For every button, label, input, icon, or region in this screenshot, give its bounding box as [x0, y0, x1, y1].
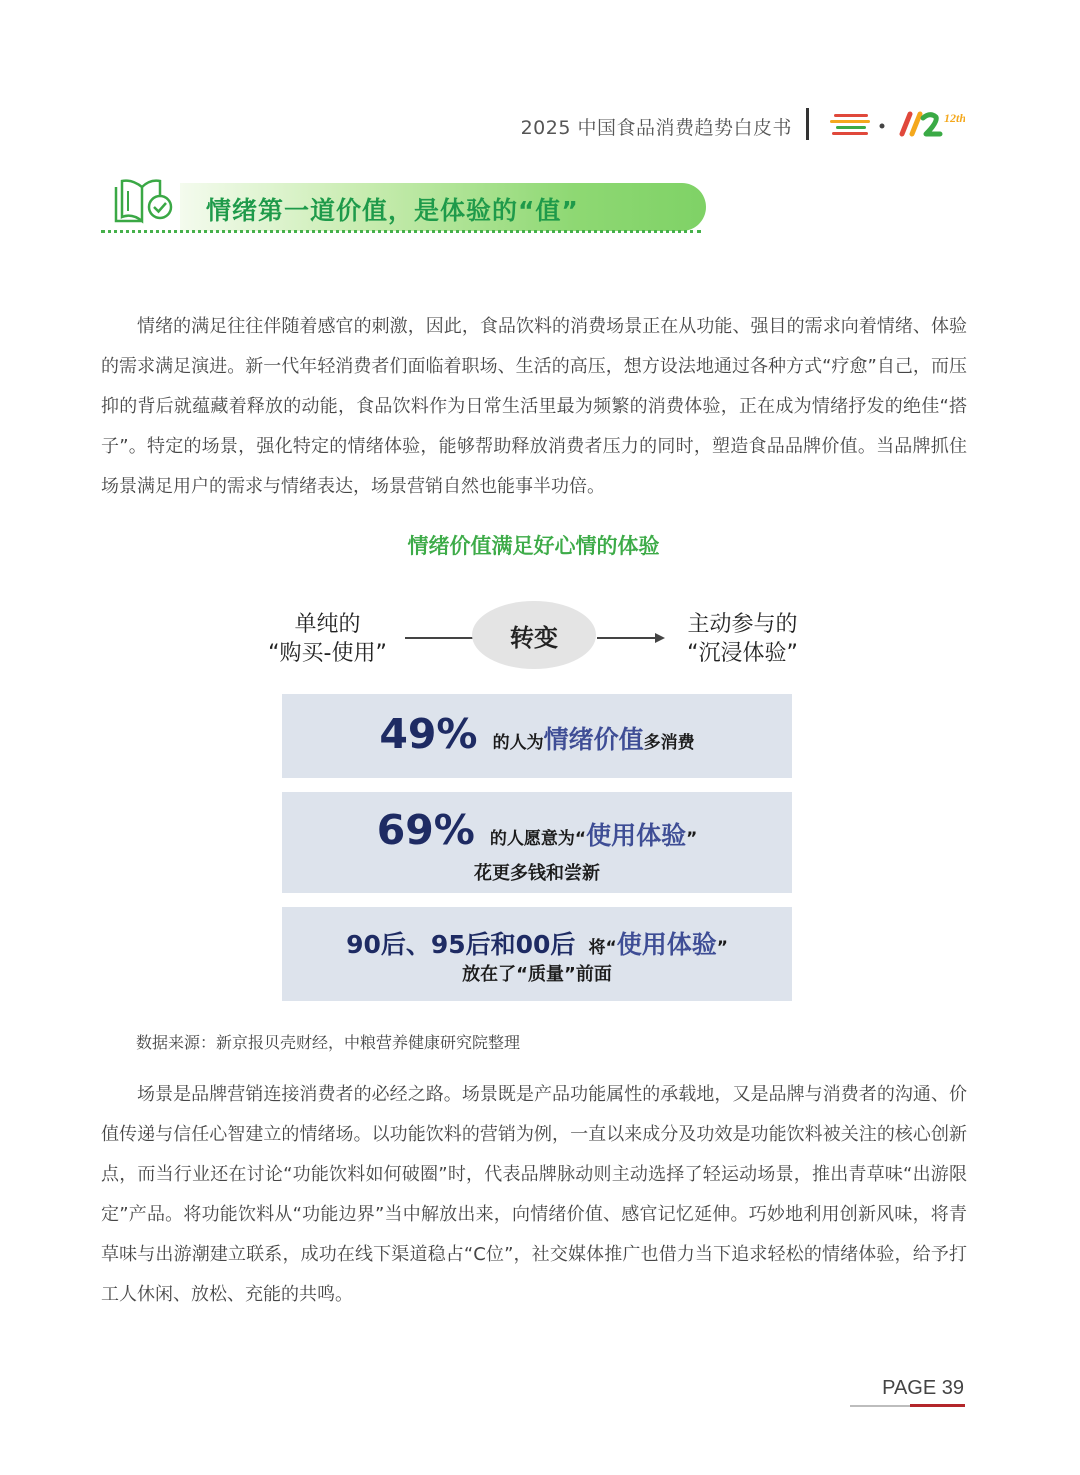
intro-paragraph-text: 情绪的满足往往伴随着感官的刺激，因此，食品饮料的消费场景正在从功能、强目的需求向着情绪、体验的需求满足演进。新一代年轻消费者们面临着职场、生活的高压，想方设法地通过各种方式“疗愈”自己，而压抑的背后就蕴藏着释放的动能，食品饮料作为日常生活里最为频繁的消费体验，正在成为情绪抒发的绝佳“搭子”。特定的场景，强化特定的情绪体验，能够帮助释放消费者压力的同时，塑造食品品牌价值。当品牌抓住场景满足用户的需求与情绪表达，场景营销自然也能事半功倍。: [101, 316, 967, 497]
flow-from-line2: “购买-使用”: [268, 641, 387, 666]
stat-text-post: ”: [686, 829, 698, 849]
stat-box: [282, 792, 792, 893]
stat-row: [282, 925, 792, 961]
flow-connector-line: [405, 637, 473, 639]
footer-line-accent: [910, 1404, 965, 1407]
flow-from-line1: 单纯的: [294, 612, 361, 637]
flow-to: [665, 610, 820, 668]
stat-text-pre: 的人愿意为“: [489, 829, 587, 849]
section-underline: [101, 230, 701, 233]
stat-highlight: 情绪价值: [543, 725, 644, 754]
header-divider: [806, 108, 809, 140]
stat-subline: 花更多钱和尝新: [474, 863, 600, 884]
stat-text-pre: 将“: [588, 938, 617, 958]
body-paragraph: [101, 1075, 967, 1315]
brand-logo: [830, 106, 965, 142]
stat-text-pre: 的人为: [492, 733, 544, 753]
source-note: 数据来源：新京报贝壳财经，中粮营养健康研究院整理: [136, 1033, 521, 1052]
logo-th: 12th: [944, 111, 965, 125]
stat-text-post: ”: [716, 938, 728, 958]
stat-value: 90后、95后和00后: [346, 930, 576, 959]
stat-value: 69%: [376, 806, 475, 854]
stat-row: [282, 710, 792, 758]
stat-value: 49%: [379, 710, 478, 758]
flow-to-line2: “沉浸体验”: [687, 641, 798, 666]
document-title: 2025 中国食品消费趋势白皮书: [520, 117, 792, 139]
stat-text-post: 多消费: [643, 733, 695, 753]
page-number: PAGE 39: [882, 1377, 964, 1399]
flow-from: [250, 610, 405, 668]
section-title: 情绪第一道价值，是体验的“值”: [206, 196, 579, 225]
stat-highlight: 使用体验: [586, 821, 687, 850]
intro-paragraph: [101, 307, 967, 507]
stat-subline: 放在了“质量”前面: [462, 964, 612, 985]
body-paragraph-text: 场景是品牌营销连接消费者的必经之路。场景既是产品功能属性的承载地，又是品牌与消费者的沟通、价值传递与信任心智建立的情绪场。以功能饮料的营销为例，一直以来成分及功效是功能饮料被关注的核心创新点，而当行业还在讨论“功能饮料如何破圈”时，代表品牌脉动则主动选择了轻运动场景，推出青草味“出游限定”产品。将功能饮料从“功能边界”当中解放出来，向情绪价值、感官记忆延伸。巧妙地利用创新风味，将青草味与出游潮建立联系，成功在线下渠道稳占“C位”，社交媒体推广也借力当下追求轻松的情绪体验，给予打工人休闲、放松、充能的共鸣。: [101, 1084, 967, 1305]
footer-line-grey: [850, 1405, 910, 1407]
book-check-icon: [112, 177, 174, 229]
stat-box: [282, 694, 792, 778]
arrow-right-icon: [597, 630, 667, 646]
infographic-title: 情绪价值满足好心情的体验: [407, 534, 660, 558]
stat-highlight: 使用体验: [616, 930, 717, 959]
stat-box: [282, 907, 792, 1001]
flow-to-line1: 主动参与的: [687, 612, 798, 637]
stat-row: [282, 806, 792, 854]
flow-center-label: 转变: [510, 624, 558, 652]
